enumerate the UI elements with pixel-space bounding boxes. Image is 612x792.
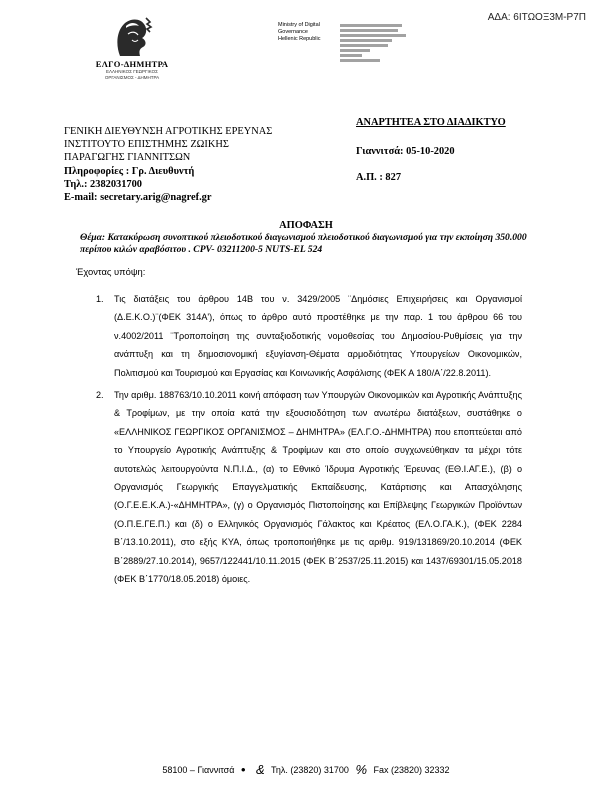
bullet-icon: • — [240, 762, 246, 777]
sender-line-3: ΠΑΡΑΓΩΓΗΣ ΓΙΑΝΝΙΤΣΩΝ — [64, 152, 191, 164]
footer-phone: Τηλ. (23820) 31700 — [271, 765, 349, 775]
item-text: Τις διατάξεις του άρθρου 14Β του ν. 3429/2005 ¨Δημόσιες Επιχειρήσεις και Οργανισμοί (Δ.Ε.Κ.Ο.)¨(ΦΕΚ 314Α'), όπως το άρθρο αυτό προστέθηκε με την παρ. 1 του άρθρου 66 του ν.4002/2011 ¨Τροποποίηση της συνταξιοδοτικής νομοθεσίας του Δημοσίου-Ρυθμίσεις για την ανάπτυξη και τη δημοσιονομική εξυγίανση-Θέματα αρμοδιότητας Υπουργείων Οικονομικών, Πολιτισμού και Τουρισμού και Εργασίας και Κοινωνικής Ασφάλισης (ΦΕΚ Α 180/Α΄/22.8.2011). — [114, 294, 522, 378]
protocol-number: Α.Π. : 827 — [356, 172, 402, 183]
logo-sub-2: ΟΡΓΑΝΙΣΜΟΣ - ΔΗΜΗΤΡΑ — [104, 74, 160, 80]
list-item — [96, 386, 522, 588]
decision-subject: Θέμα: Κατακύρωση συνοπτικού πλειοδοτικού διαγωνισμού πλειοδοτικού διαγωνισμού για την εκποίηση 350.000 περίπου κιλών αραβόσιτου . CPV- 03211200-5 NUTS-EL 524 — [80, 232, 527, 255]
fax-icon: % — [355, 762, 367, 777]
sender-line-1: ΓΕΝΙΚΗ ΔΙΕΥΘΥΝΣΗ ΑΓΡΟΤΙΚΗΣ ΕΡΕΥΝΑΣ — [64, 126, 273, 137]
sender-line-2: ΙΝΣΤΙΤΟΥΤΟ ΕΠΙΣΤΗΜΗΣ ΖΩΙΚΗΣ — [64, 139, 229, 151]
goddess-head-icon — [106, 12, 158, 58]
ministry-text — [278, 22, 332, 64]
ada-code: ΑΔΑ: 6ΙΤΩΟΞ3Μ-Ρ7Π — [487, 12, 586, 23]
intro-text: Έχοντας υπόψη: — [76, 266, 146, 277]
item-text: Την αριθμ. 188763/10.10.2011 κοινή απόφαση των Υπουργών Οικονομικών και Αγροτικής Ανάπτυξης & Τροφίμων, με την οποία κατά την εξουσιοδότηση των ανωτέρω διατάξεων, συστάθηκε ο «ΕΛΛΗΝΙΚΟΣ ΓΕΩΡΓΙΚΟΣ ΟΡΓΑΝΙΣΜΟΣ – ΔΗΜΗΤΡΑ» (ΕΛ.Γ.Ο.-ΔΗΜΗΤΡΑ) που εποπτεύεται από το Υπουργείο Αγροτικής Ανάπτυξης & Τροφίμων και στο οποίο συγχωνεύθηκαν τα μέχρι τότε αυτοτελώς λειτουργούντα Ν.Π.Ι.Δ., (α) το Εθνικό Ίδρυμα Αγροτικής Έρευνας (ΕΘ.Ι.ΑΓ.Ε.), (β) ο Οργανισμός Γεωργικής Επαγγελματικής Εκπαίδευσης, Κατάρτισης και Απασχόλησης (Ο.Γ.Ε.Ε.Κ.Α.)-«ΔΗΜΗΤΡΑ», (γ) ο Οργανισμός Πιστοποίησης και Επίβλεψης Γεωργικών Προϊόντων (Ο.Π.Ε.ΓΕ.Π.) και (δ) ο Ελληνικός Οργανισμός Γάλακτος και Κρέατος (ΕΛ.Ο.ΓΑ.Κ.), (ΦΕΚ 2284 Β΄/13.10.2011), στο εξής ΚΥΑ, όπως τροποποιήθηκε με τις αριθμ. 919/131869/20.10.2014 (ΦΕΚ Β΄2889/27.10.2014), 9657/122441/10.11.2015 (ΦΕΚ Β΄2537/25.11.2015) και 1437/69301/15.05.2018 (ΦΕΚ Β΄1770/18.05.2018) όμοιες. — [114, 390, 522, 585]
considerations-list — [96, 290, 522, 593]
ministry-line-2: Governance — [278, 29, 308, 35]
ministry-stamp — [278, 22, 410, 64]
item-number: 1. — [96, 294, 104, 304]
digital-signature-block — [340, 22, 410, 64]
sender-block — [64, 125, 272, 204]
anartitea-label: ΑΝΑΡΤΗΤΕΑ ΣΤΟ ΔΙΑΔΙΚΤΥΟ — [356, 117, 506, 128]
decision-title: ΑΠΟΦΑΣΗ — [279, 220, 333, 231]
sender-tel: Τηλ.: 2382031700 — [64, 178, 143, 190]
sender-info: Πληροφορίες : Γρ. Διευθυντή — [64, 165, 195, 177]
logo-sub-1: ΕΛΛΗΝΙΚΟΣ ΓΕΩΡΓΙΚΟΣ — [106, 69, 158, 74]
phone-icon: & — [256, 762, 265, 777]
document-date: Γιαννιτσά: 05-10-2020 — [356, 146, 455, 157]
item-number: 2. — [96, 390, 104, 401]
footer-address: 58100 – Γιαννιτσά — [162, 765, 235, 775]
elgo-logo — [92, 12, 172, 92]
logo-brand: ΕΛΓΟ-ΔΗΜΗΤΡΑ — [95, 59, 169, 69]
list-item — [96, 290, 522, 382]
ministry-line-3: Hellenic Republic — [278, 36, 321, 42]
footer-fax: Fax (23820) 32332 — [373, 765, 450, 775]
ministry-line-1: Ministry of Digital — [278, 22, 320, 28]
sender-email: E-mail: secretary.arig@nagref.gr — [64, 192, 212, 204]
page-footer — [0, 762, 612, 777]
